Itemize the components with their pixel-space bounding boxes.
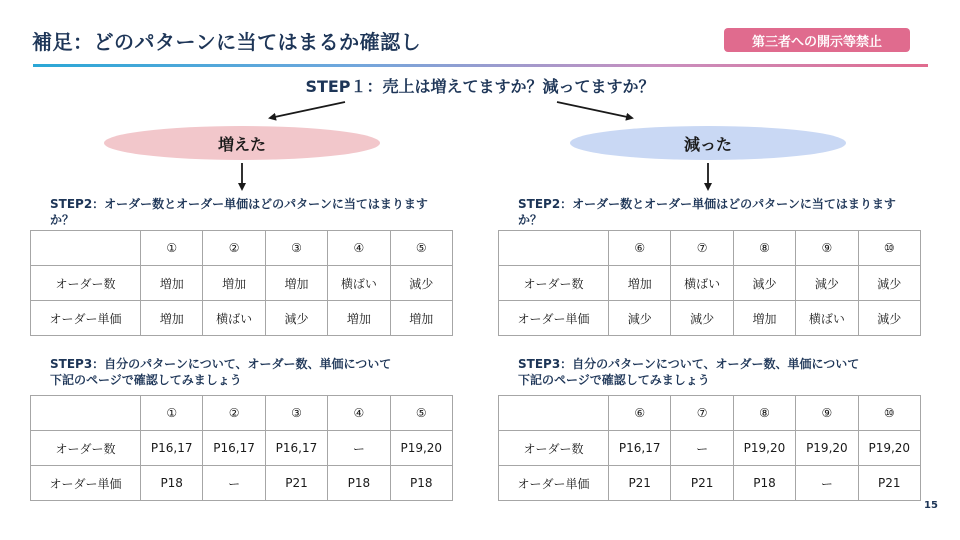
- table-cell: 横ばい: [328, 266, 390, 301]
- table-header-row: [31, 396, 453, 431]
- table-header-row: [499, 396, 921, 431]
- table-cell: 減少: [733, 266, 795, 301]
- pattern-number-cell: ⑨: [796, 396, 858, 431]
- pattern-number-cell: ⑧: [733, 396, 795, 431]
- right-page-reference-table: [498, 395, 921, 501]
- table-cell: P16,17: [609, 431, 671, 466]
- row-label-cell: オーダー数: [499, 431, 609, 466]
- decrease-ellipse: 減った: [570, 126, 846, 160]
- pattern-number-cell: ②: [203, 231, 265, 266]
- pattern-number-cell: ⑥: [609, 231, 671, 266]
- confidential-badge: 第三者への開示等禁止: [724, 28, 910, 52]
- table-cell: P18: [141, 466, 203, 501]
- right-pattern-table: [498, 230, 921, 336]
- table-cell: 増加: [733, 301, 795, 336]
- table-cell: ー: [203, 466, 265, 501]
- table-cell: 減少: [671, 301, 733, 336]
- header-corner-cell: [31, 396, 141, 431]
- table-cell: P19,20: [858, 431, 920, 466]
- table-row: [31, 466, 453, 501]
- right-step2-question: STEP2：オーダー数とオーダー単価はどのパターンに当てはまりますか？: [518, 197, 896, 227]
- row-label-cell: オーダー数: [499, 266, 609, 301]
- left-pattern-table: [30, 230, 453, 336]
- table-cell: ー: [671, 431, 733, 466]
- table-row: [31, 301, 453, 336]
- table-cell: P16,17: [141, 431, 203, 466]
- table-row: [499, 466, 921, 501]
- right-step3-question: [518, 356, 918, 388]
- row-label-cell: オーダー単価: [499, 301, 609, 336]
- page-number: 15: [924, 500, 938, 511]
- table-cell: P21: [671, 466, 733, 501]
- row-label-cell: オーダー単価: [31, 301, 141, 336]
- table-cell: P21: [858, 466, 920, 501]
- table-row: [31, 266, 453, 301]
- row-label-cell: オーダー数: [31, 266, 141, 301]
- table-cell: P18: [328, 466, 390, 501]
- pattern-number-cell: ①: [141, 396, 203, 431]
- pattern-number-cell: ⑦: [671, 396, 733, 431]
- table-row: [31, 431, 453, 466]
- right-step3-line1: STEP3：自分のパターンについて、オーダー数、単価について: [518, 357, 860, 371]
- header-corner-cell: [499, 231, 609, 266]
- table-cell: 減少: [265, 301, 327, 336]
- table-header-row: [31, 231, 453, 266]
- pattern-number-cell: ⑨: [796, 231, 858, 266]
- table-cell: 増加: [265, 266, 327, 301]
- pattern-number-cell: ④: [328, 396, 390, 431]
- table-cell: 増加: [328, 301, 390, 336]
- row-label-cell: オーダー単価: [499, 466, 609, 501]
- arrow-to-decrease: [557, 102, 632, 118]
- table-cell: P18: [390, 466, 452, 501]
- arrow-to-increase: [270, 102, 345, 118]
- table-cell: P21: [609, 466, 671, 501]
- table-row: [499, 301, 921, 336]
- table-cell: 減少: [796, 266, 858, 301]
- step1-question: STEP１：売上は増えてますか？減ってますか？: [305, 77, 655, 96]
- pattern-number-cell: ⑥: [609, 396, 671, 431]
- pattern-number-cell: ①: [141, 231, 203, 266]
- header-corner-cell: [31, 231, 141, 266]
- table-cell: 増加: [609, 266, 671, 301]
- pattern-number-cell: ④: [328, 231, 390, 266]
- table-cell: 減少: [858, 266, 920, 301]
- table-cell: 横ばい: [671, 266, 733, 301]
- pattern-number-cell: ③: [265, 231, 327, 266]
- table-cell: P21: [265, 466, 327, 501]
- table-cell: P18: [733, 466, 795, 501]
- table-cell: 減少: [609, 301, 671, 336]
- table-cell: 減少: [390, 266, 452, 301]
- table-cell: 減少: [858, 301, 920, 336]
- header-corner-cell: [499, 396, 609, 431]
- table-cell: 増加: [203, 266, 265, 301]
- pattern-number-cell: ⑤: [390, 396, 452, 431]
- pattern-number-cell: ⑤: [390, 231, 452, 266]
- row-label-cell: オーダー単価: [31, 466, 141, 501]
- row-label-cell: オーダー数: [31, 431, 141, 466]
- pattern-number-cell: ③: [265, 396, 327, 431]
- table-cell: ー: [328, 431, 390, 466]
- table-cell: 増加: [141, 301, 203, 336]
- table-cell: ー: [796, 466, 858, 501]
- pattern-number-cell: ⑧: [733, 231, 795, 266]
- table-cell: 増加: [141, 266, 203, 301]
- table-cell: P19,20: [733, 431, 795, 466]
- table-cell: 増加: [390, 301, 452, 336]
- pattern-number-cell: ②: [203, 396, 265, 431]
- title-divider: [33, 64, 928, 67]
- left-page-reference-table: [30, 395, 453, 501]
- increase-ellipse: 増えた: [104, 126, 380, 160]
- table-cell: P16,17: [203, 431, 265, 466]
- left-step3-line1: STEP3：自分のパターンについて、オーダー数、単価について: [50, 357, 392, 371]
- table-cell: P19,20: [390, 431, 452, 466]
- pattern-number-cell: ⑩: [858, 396, 920, 431]
- table-row: [499, 431, 921, 466]
- left-step3-line2: 下記のページで確認してみましょう: [50, 373, 242, 387]
- left-step3-question: [50, 356, 450, 388]
- table-cell: 横ばい: [796, 301, 858, 336]
- left-step2-question: STEP2：オーダー数とオーダー単価はどのパターンに当てはまりますか？: [50, 197, 428, 227]
- table-cell: P16,17: [265, 431, 327, 466]
- table-cell: 横ばい: [203, 301, 265, 336]
- pattern-number-cell: ⑩: [858, 231, 920, 266]
- pattern-number-cell: ⑦: [671, 231, 733, 266]
- page-title: 補足：どのパターンに当てはまるか確認し: [32, 30, 422, 54]
- table-row: [499, 266, 921, 301]
- table-header-row: [499, 231, 921, 266]
- table-cell: P19,20: [796, 431, 858, 466]
- right-step3-line2: 下記のページで確認してみましょう: [518, 373, 710, 387]
